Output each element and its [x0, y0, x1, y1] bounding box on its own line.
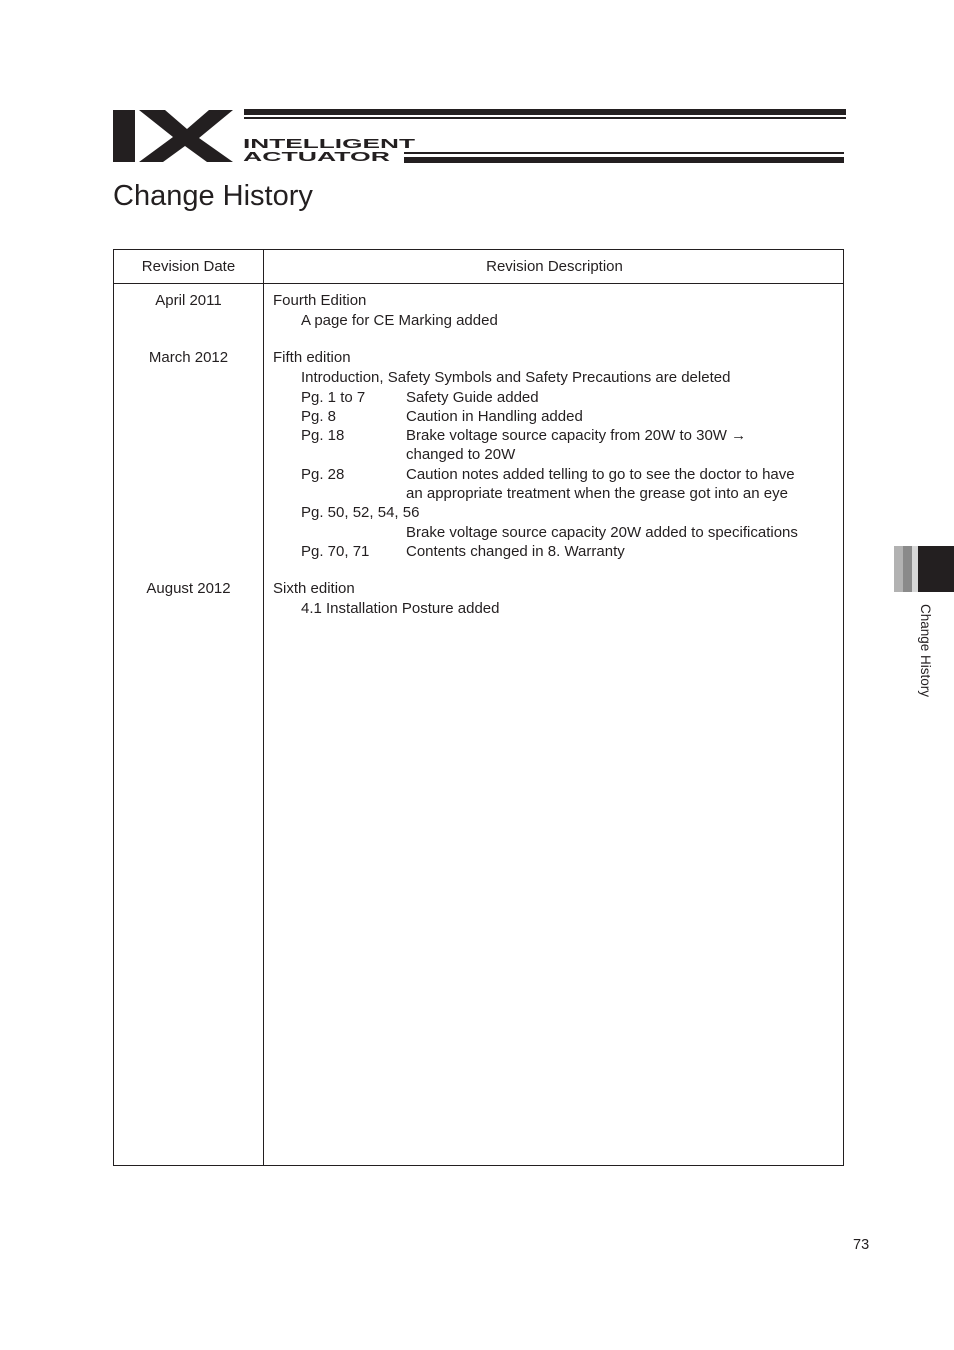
edition-title: Fifth edition: [273, 349, 351, 366]
change-text-continued: changed to 20W: [406, 446, 516, 464]
page-ref: Pg. 1 to 7: [301, 388, 366, 406]
change-history-table: [113, 249, 844, 1166]
revision-date: March 2012: [148, 349, 229, 366]
description-line: [273, 484, 838, 503]
change-text: Contents changed in 8. Warranty: [406, 542, 625, 560]
description-line: [273, 407, 838, 426]
column-divider: [263, 250, 264, 1165]
description-line: Introduction, Safety Symbols and Safety Precautions are deleted: [301, 369, 731, 387]
ix-logo-icon: [113, 110, 233, 162]
change-text: Safety Guide added: [406, 388, 539, 406]
description-line: [273, 523, 838, 542]
page-title: Change History: [113, 180, 313, 212]
page-ref: Pg. 28: [301, 465, 345, 483]
change-text: Caution in Handling added: [406, 407, 583, 425]
header-revision-date: Revision Date: [141, 258, 236, 275]
description-line: 4.1 Installation Posture added: [301, 600, 500, 618]
description-line: [273, 542, 838, 561]
header-rule: [404, 157, 844, 163]
revision-date: April 2011: [155, 292, 222, 309]
change-text: Brake voltage source capacity from 20W to 30W →: [406, 427, 747, 445]
header-rule: [244, 109, 846, 115]
page-number: 73: [853, 1237, 870, 1253]
page-ref: Pg. 18: [301, 427, 345, 445]
revision-date: August 2012: [146, 580, 231, 597]
description-line: [273, 388, 838, 407]
brand-line1: INTELLIGENT: [243, 137, 416, 151]
change-text: Caution notes added telling to go to see the doctor to have: [406, 465, 795, 483]
description-line: Pg. 50, 52, 54, 56: [301, 504, 420, 522]
brand-wordmark: [243, 137, 423, 163]
header-rule: [244, 117, 846, 119]
description-line: [273, 426, 838, 445]
page-ref: Pg. 70, 71: [301, 542, 370, 560]
header-rule: [404, 152, 844, 154]
edition-title: Fourth Edition: [273, 292, 367, 309]
change-text-continued: Brake voltage source capacity 20W added to specifications: [406, 523, 798, 541]
edition-title: Sixth edition: [273, 580, 355, 597]
description-line: A page for CE Marking added: [301, 312, 498, 330]
header-revision-description: Revision Description: [486, 258, 623, 275]
revision-description: [273, 291, 838, 331]
description-line: [273, 445, 838, 464]
chapter-tab-label: Change History: [918, 604, 933, 698]
chapter-tab: [894, 546, 954, 592]
description-line: [273, 465, 838, 484]
change-text-continued: an appropriate treatment when the grease got into an eye: [406, 485, 788, 503]
brand-line2: ACTUATOR: [243, 150, 390, 163]
revision-description: [273, 348, 838, 561]
page-ref: Pg. 8: [301, 407, 337, 425]
revision-description: [273, 579, 838, 619]
header-divider: [114, 283, 843, 284]
